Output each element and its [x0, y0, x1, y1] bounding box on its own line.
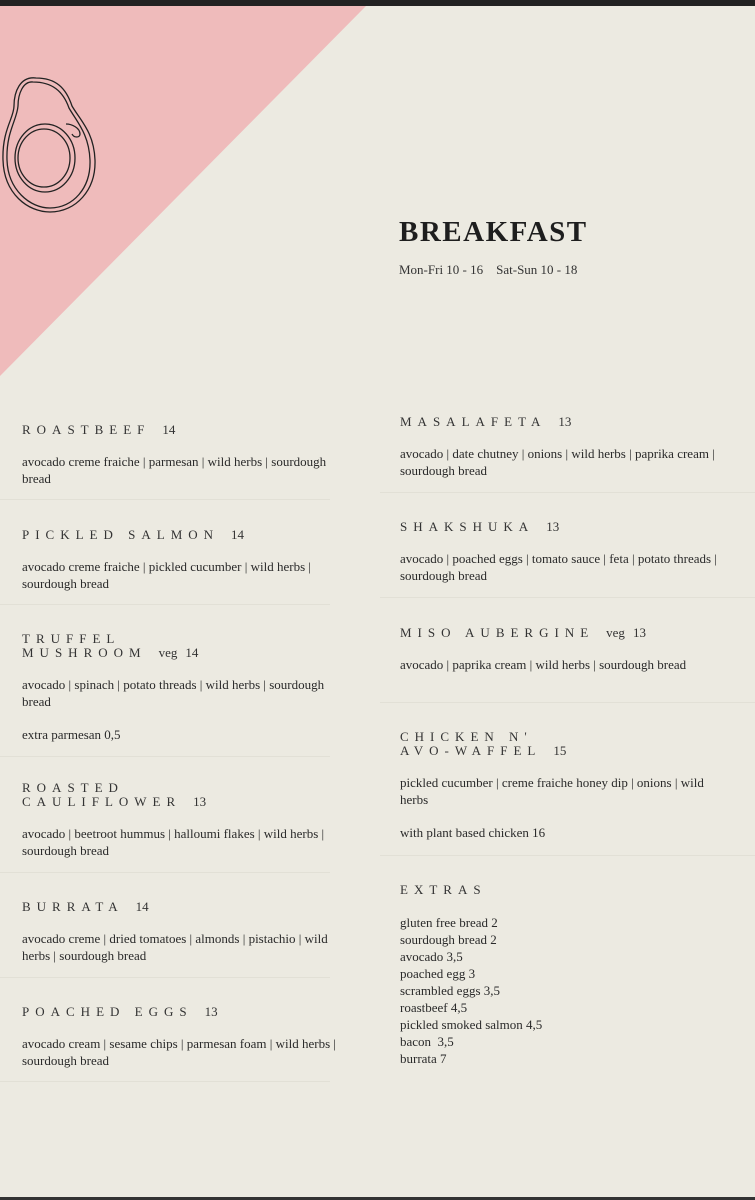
item-description: avocado | spinach | potato threads | wild herbs | sourdough bread [22, 677, 325, 709]
extras-section [400, 883, 730, 1067]
divider [380, 492, 755, 493]
extras-item: bacon 3,5 [400, 1034, 454, 1049]
item-description: avocado creme fraiche | parmesan | wild herbs | sourdough bread [22, 454, 327, 486]
divider [0, 499, 330, 500]
item-name: POACHED EGGS [22, 1004, 193, 1019]
item-description: avocado creme | dried tomatoes | almonds | pistachio | wild herbs | sourdough bread [22, 931, 328, 963]
item-name-line2: CAULIFLOWER [22, 794, 182, 809]
opening-hours: Mon-Fri 10 - 16 Sat-Sun 10 - 18 [399, 262, 578, 277]
extras-list [400, 914, 730, 1067]
divider [0, 756, 330, 757]
divider [380, 702, 755, 703]
divider [0, 872, 330, 873]
extras-title: EXTRAS [400, 882, 487, 897]
item-name: SHAKSHUKA [400, 519, 535, 534]
item-description: avocado | paprika cream | wild herbs | sourdough bread [400, 657, 687, 672]
veg-tag: veg [158, 645, 178, 660]
item-name: PICKLED SALMON [22, 527, 220, 542]
item-price: 13 [193, 794, 207, 809]
avocado-outline-icon [0, 72, 100, 217]
item-extra: extra parmesan 0,5 [22, 727, 121, 742]
item-name: MASALAFETA [400, 414, 547, 429]
menu-item-roastbeef [22, 423, 352, 487]
item-price: 13 [632, 625, 646, 640]
item-name-line1: TRUFFEL [22, 631, 121, 646]
item-description: avocado creme fraiche | pickled cucumber | wild herbs | sourdough bread [22, 559, 311, 591]
menu-item-masalafeta [400, 415, 730, 479]
item-description: avocado | date chutney | onions | wild herbs | paprika cream | sourdough bread [400, 446, 715, 478]
item-name-line1: CHICKEN N' [400, 729, 533, 744]
item-description: avocado cream | sesame chips | parmesan foam | wild herbs | sourdough bread [22, 1036, 336, 1068]
item-name: ROASTBEEF [22, 422, 151, 437]
extras-item: sourdough bread 2 [400, 932, 497, 947]
item-price: 13 [204, 1004, 218, 1019]
item-name: MISO AUBERGINE [400, 625, 595, 640]
item-name-line2: MUSHROOM [22, 645, 147, 660]
extras-item: gluten free bread 2 [400, 915, 498, 930]
menu-item-poached-eggs [22, 1005, 352, 1069]
menu-item-burrata [22, 900, 352, 964]
menu-item-pickled-salmon [22, 528, 352, 592]
item-description: avocado | beetroot hummus | halloumi flakes | wild herbs | sourdough bread [22, 826, 325, 858]
divider [380, 855, 755, 856]
item-name-line2: AVO-WAFFEL [400, 743, 542, 758]
menu-item-roasted-cauliflower [22, 781, 352, 859]
menu-item-chicken-avo-waffel [400, 730, 730, 841]
item-price: 15 [553, 743, 567, 758]
item-price: 13 [558, 414, 572, 429]
menu-header [399, 218, 588, 278]
menu-item-miso-aubergine [400, 626, 730, 673]
divider [0, 604, 330, 605]
item-description: pickled cucumber | creme fraiche honey dip | onions | wild herbs [400, 775, 704, 807]
item-price: 14 [231, 527, 245, 542]
extras-item: pickled smoked salmon 4,5 [400, 1017, 543, 1032]
veg-tag: veg [606, 625, 625, 640]
item-description: avocado | poached eggs | tomato sauce | feta | potato threads | sourdough bread [400, 551, 717, 583]
item-name-line1: ROASTED [22, 780, 124, 795]
item-price: 14 [162, 422, 176, 437]
menu-item-shakshuka [400, 520, 730, 584]
item-name: BURRATA [22, 899, 124, 914]
extras-item: avocado 3,5 [400, 949, 463, 964]
extras-item: burrata 7 [400, 1051, 447, 1066]
divider [380, 597, 755, 598]
item-price: 13 [546, 519, 560, 534]
item-price: 14 [135, 899, 149, 914]
extras-item: poached egg 3 [400, 966, 476, 981]
item-price: 14 [185, 645, 199, 660]
divider [0, 977, 330, 978]
item-extra: with plant based chicken 16 [400, 825, 546, 840]
menu-title: BREAKFAST [399, 216, 588, 248]
extras-item: scrambled eggs 3,5 [400, 983, 501, 998]
divider [0, 1081, 330, 1082]
extras-item: roastbeef 4,5 [400, 1000, 468, 1015]
menu-item-truffel-mushroom [22, 632, 352, 743]
